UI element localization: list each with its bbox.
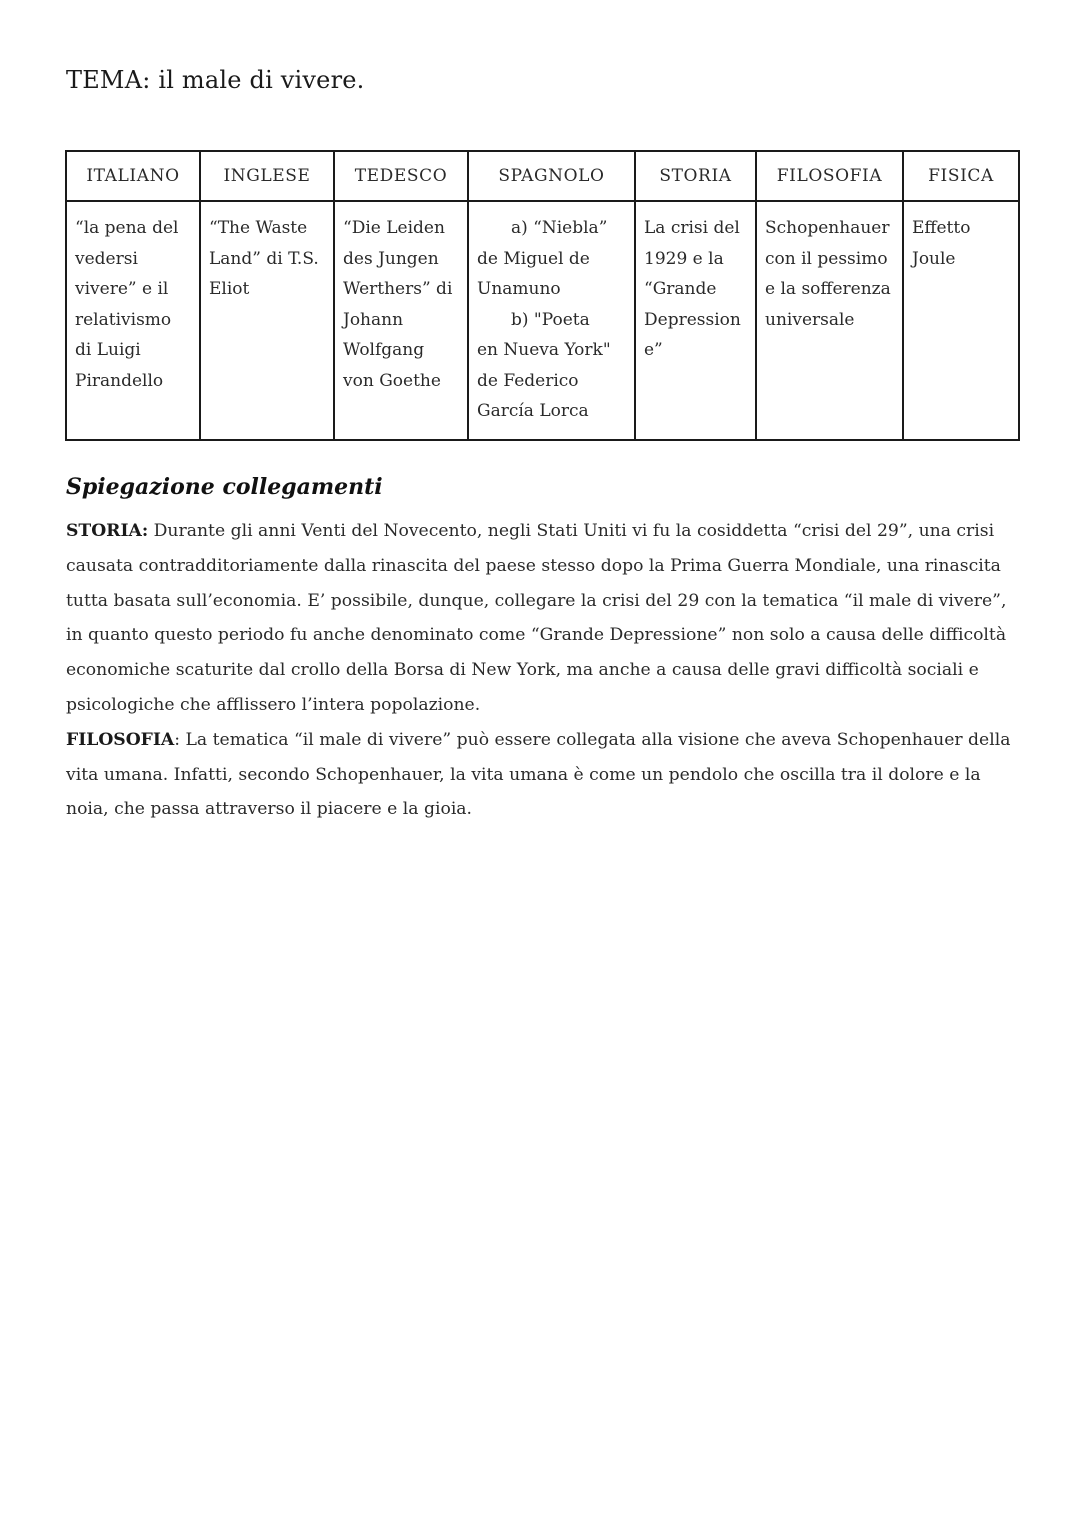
header-spagnolo: SPAGNOLO [468,151,635,201]
filosofia-label: FILOSOFIA [66,729,175,750]
cell-filosofia [756,201,903,440]
cell-inglese [200,201,334,440]
list-item-b: b) "Poeta [511,309,590,330]
cell-line: relativismo [75,309,172,330]
cell-storia [635,201,756,440]
cell-line: La crisi del [644,218,740,238]
cell-line: Johann [343,309,404,330]
cell-line: García Lorca [477,401,589,421]
cell-line: Schopenhauer [765,218,890,238]
header-fisica: FISICA [903,151,1019,201]
cell-line: Eliot [209,279,250,299]
cell-line: Effetto [912,218,971,238]
filosofia-text: : La tematica “il male di vivere” può essere collegata alla visione che aveva Schopenhauer della vita umana. Infatti, secondo Schopenhauer, la vita umana è come un pendolo che oscilla tra il dolore e la noia, che passa attraverso il piacere e la gioia. [66,729,1011,820]
header-italiano: ITALIANO [66,151,200,201]
cell-line: “la pena del [75,218,179,238]
header-storia: STORIA [635,151,756,201]
cell-italiano [66,201,200,440]
header-tedesco: TEDESCO [334,151,468,201]
cell-line: Werthers” di [343,279,453,299]
cell-line: de Federico [477,370,579,391]
cell-line: “The Waste [209,218,308,238]
cell-line: “Die Leiden [343,218,445,238]
table-row [66,201,1019,440]
cell-line: Depression [644,309,741,330]
cell-line: e” [644,340,663,360]
subjects-table [65,150,1020,441]
cell-line: con il pessimo [765,248,888,269]
cell-spagnolo [468,201,635,440]
theme-title: TEMA: il male di vivere. [66,66,365,94]
cell-line: Wolfgang [343,340,425,360]
cell-line: des Jungen [343,248,439,269]
cell-line: e la sofferenza [765,279,891,299]
links-heading: Spiegazione collegamenti [66,474,383,500]
cell-line: “Grande [644,279,717,299]
cell-line: en Nueva York" [477,340,611,360]
cell-tedesco [334,201,468,440]
storia-text: Durante gli anni Venti del Novecento, negli Stati Uniti vi fu la cosiddetta “crisi del 29”, una crisi causata contradditoriamente dalla rinascita del paese stesso dopo la Prima Guerra Mondiale, una rinascita tutta basata sull’economia. E’ possibile, dunque, collegare la crisi del 29 con la tematica “il male di vivere”, in quanto questo periodo fu anche denominato come “Grande Depressione” non solo a causa delle difficoltà economiche scaturite dal crollo della Borsa di New York, ma anche a causa delle gravi difficoltà sociali e psicologiche che afflissero l’intera popolazione. [66,521,1007,715]
cell-fisica [903,201,1019,440]
cell-line: Joule [912,248,956,269]
table-header-row [66,151,1019,201]
storia-paragraph [66,514,1016,723]
cell-line: universale [765,309,855,330]
explanation-body [66,514,1016,827]
header-filosofia: FILOSOFIA [756,151,903,201]
cell-line: di Luigi [75,340,141,360]
storia-label: STORIA: [66,521,149,541]
cell-line: Unamuno [477,279,561,299]
list-item-a: a) “Niebla” [511,218,608,238]
cell-line: vedersi [75,248,138,269]
cell-line: Pirandello [75,370,164,391]
cell-line: de Miguel de [477,248,590,269]
cell-line: Land” di T.S. [209,248,319,269]
cell-line: vivere” e il [75,279,169,299]
cell-line: 1929 e la [644,248,724,269]
header-inglese: INGLESE [200,151,334,201]
cell-line: von Goethe [343,370,441,391]
filosofia-paragraph [66,723,1016,827]
